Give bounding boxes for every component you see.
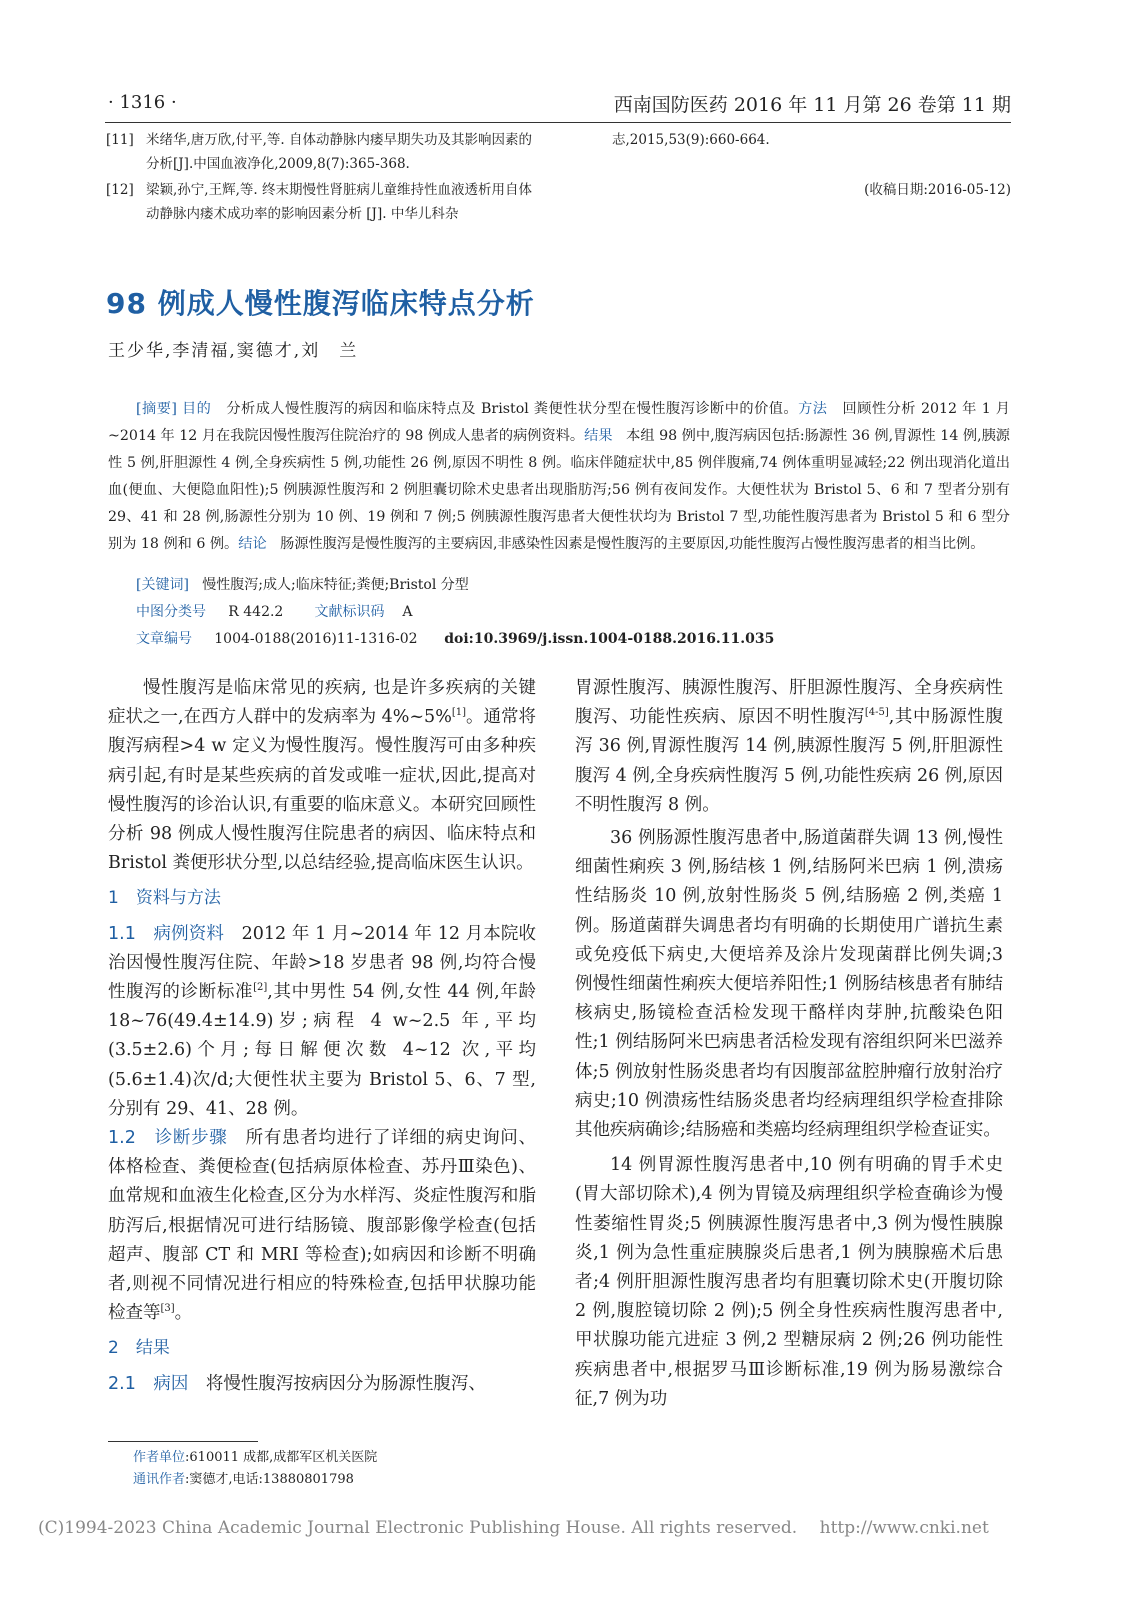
- doccode: A: [402, 604, 413, 620]
- intro-text: 慢性腹泻是临床常见的疾病, 也是许多疾病的关键症状之一,在西方人群中的发病率为 4%~5%: [108, 678, 536, 728]
- footnote-text: :610011 成都,成都军区机关医院: [185, 1450, 378, 1465]
- footnote-label: 通讯作者: [133, 1472, 186, 1487]
- reference-11: [106, 128, 538, 176]
- abstract-label: [摘要]: [136, 401, 177, 417]
- corresponding-author: [133, 1468, 354, 1487]
- conclusion-text: 肠源性腹泻是慢性腹泻的主要病因,非感染性因素是慢性腹泻的主要原因,功能性腹泻占慢性腹泻患者的相当比例。: [280, 536, 985, 552]
- footnote-label: 作者单位: [133, 1450, 186, 1465]
- right-column: [575, 674, 1003, 1414]
- section-heading-1: 1 资料与方法: [108, 888, 221, 909]
- footnote-text: :窦德才,电话:13880801798: [185, 1472, 354, 1487]
- abstract: [108, 396, 1010, 558]
- doccode-label: 文献标识码: [314, 604, 385, 620]
- header-rule: [105, 122, 1011, 123]
- article-number-line: [136, 628, 774, 648]
- article-title: 98 例成人慢性腹泻临床特点分析: [106, 287, 535, 320]
- conclusion-label: 结论: [238, 536, 267, 552]
- reference-12: [106, 178, 538, 226]
- reference-number: [12]: [106, 182, 134, 198]
- articleno: 1004-0188(2016)11-1316-02: [214, 631, 418, 647]
- etiology-paragraph: [575, 674, 1003, 820]
- keywords-label: [关键词]: [136, 577, 189, 593]
- intro-text: 。通常将腹泻病程>4 w 定义为慢性腹泻。慢性腹泻可由多种疾病引起,有时是某些疾病的首发或唯一症状,因此,提高对慢性腹泻的诊治认识,有重要的临床意义。本研究回顾性分析 98 例成人慢性腹泻住院患者的病因、临床特点和 Bristol 粪便形状分型,以总结经验,提高临床医生认识。: [108, 707, 537, 874]
- reference-text: 米绪华,唐万欣,付平,等. 自体动静脉内瘘早期失功及其影响因素的分析[J].中国血液净化,2009,8(7):365-368.: [146, 132, 532, 172]
- citation: [3]: [160, 1303, 175, 1315]
- intro-paragraph: [108, 674, 536, 878]
- subsection-1-1: [108, 920, 536, 1124]
- paragraph-text: ,其中肠源性腹泻 36 例,胃源性腹泻 14 例,胰源性腹泻 5 例,肝胆源性腹泻 4 例,全身疾病性腹泻 5 例,功能性疾病 26 例,原因不明性腹泻 8 例。: [575, 707, 1004, 815]
- subsection-label: 2.1 病因: [108, 1373, 189, 1394]
- gastric-paragraph: 14 例胃源性腹泻患者中,10 例有明确的胃手术史 (胃大部切除术),4 例为胃镜及病理组织学检查确诊为慢性萎缩性胃炎;5 例胰源性腹泻患者中,3 例为慢性胰腺炎,1 例为急性重症胰腺炎后患者,1 例为胰腺癌术后患者;4 例肝胆源性腹泻患者均有胆囊切除术史(开腹切除 2 例,腹腔镜切除 2 例);5 例全身性疾病性腹泻患者中, 甲状腺功能亢进症 3 例,2 型糖尿病 2 例;26 例功能性疾病患者中,根据罗马Ⅲ诊断标准,19 例为肠易激综合征,7 例为功: [575, 1155, 1003, 1409]
- reference-text: 梁颖,孙宁,王辉,等. 终末期慢性肾脏病儿童维持性血液透析用自体动静脉内瘘术成功率的影响因素分析 [J]. 中华儿科杂: [146, 182, 532, 222]
- methods-text: 回顾性分析 2012 年 1 月~2014 年 12 月在我院因慢性腹泻住院治疗的 98 例成人患者的病例资料。: [108, 401, 1010, 444]
- journal-header: 西南国防医药 2016 年 11 月第 26 卷第 11 期: [613, 94, 1011, 116]
- received-date: (收稿日期:2016-05-12): [864, 182, 1011, 198]
- subsection-1-2: [108, 1124, 536, 1328]
- articleno-label: 文章编号: [136, 631, 192, 647]
- clc-code: R 442.2: [228, 604, 284, 620]
- paragraph-text: 将慢性腹泻按病因分为肠源性腹泻、: [188, 1373, 486, 1394]
- page-number: · 1316 ·: [108, 92, 177, 113]
- results-label: 结果: [584, 428, 613, 444]
- objective-text: 分析成人慢性腹泻的病因和临床特点及 Bristol 粪便性状分型在慢性腹泻诊断中的价值。: [226, 401, 799, 417]
- article-authors: 王少华,李清福,窦德才,刘 兰: [108, 341, 359, 361]
- classification-line: [136, 601, 412, 621]
- citation: [2]: [253, 982, 268, 994]
- paragraph-text: 胃源性腹泻、胰源性腹泻、肝胆源性腹泻、全身疾病性腹泻、功能性疾病、原因不明性腹泻: [575, 678, 1003, 728]
- footnote-rule: [108, 1441, 258, 1442]
- clc-label: 中图分类号: [136, 604, 206, 620]
- citation: [4-5]: [864, 707, 889, 719]
- author-unit: [133, 1446, 377, 1465]
- reference-number: [11]: [106, 132, 134, 148]
- results-text: 本组 98 例中,腹泻病因包括:肠源性 36 例,胃源性 14 例,胰源性 5 例,肝胆源性 4 例,全身疾病性 5 例,功能性 26 例,原因不明性 8 例。临床伴随症状中,85 例伴腹痛,74 例体重明显减轻;22 例出现消化道出血(便血、大便隐血阳性);5 例胰源性腹泻和 2 例胆囊切除术史患者出现脂肪泻;56 例有夜间发作。大便性状为 Bristol 5、6 和 7 型者分别有 29、41 和 28 例,肠源性分别为 10 例、19 例和 7 例;5 例胰源性腹泻患者大便性状均为 Bristol 7 型,功能性腹泻患者为 Bristol 5 和 6 型分别为 18 例和 6 例。: [108, 428, 1010, 552]
- reference-continuation: 志,2015,53(9):660-664.: [612, 132, 770, 148]
- methods-label: 方法: [798, 401, 828, 417]
- keywords-line: [136, 574, 469, 594]
- subsection-label: 1.2 诊断步骤: [108, 1128, 228, 1149]
- citation: [1]: [451, 707, 466, 719]
- paragraph-text: 2012 年 1 月~2014 年 12 月本院收治因慢性腹泻住院、年龄>18 岁患者 98 例,均符合慢性腹泻的诊断标准: [108, 923, 536, 1003]
- intestinal-paragraph: 36 例肠源性腹泻患者中,肠道菌群失调 13 例,慢性细菌性痢疾 3 例,肠结核 1 例,结肠阿米巴病 1 例,溃疡性结肠炎 10 例,放射性肠炎 5 例,结肠癌 2 例,类癌 1 例。肠道菌群失调患者均有明确的长期使用广谱抗生素或免疫低下病史,大便培养及涂片发现菌群比例失调;3 例慢性细菌性痢疾大便培养阳性;1 例肠结核患者有肺结核病史,肠镜检查活检发现干酪样肉芽肿,抗酸染色阳性;1 例结肠阿米巴病患者活检发现有溶组织阿米巴滋养体;5 例放射性肠炎患者均有因腹部盆腔肿瘤行放射治疗病史;10 例溃疡性结肠炎患者均经病理组织学检查排除其他疾病确诊;结肠癌和类癌均经病理组织学检查证实。: [575, 828, 1003, 1141]
- left-column: [108, 674, 536, 1399]
- subsection-label: 1.1 病例资料: [108, 923, 225, 944]
- section-heading-2: 2 结果: [108, 1338, 170, 1359]
- paragraph-text: 所有患者均进行了详细的病史询问、体格检查、粪便检查(包括病原体检查、苏丹Ⅲ染色)、血常规和血液生化检查,区分为水样泻、炎症性腹泻和脂肪泻后,根据情况可进行结肠镜、腹部影像学检查(包括超声、腹部 CT 和 MRI 等检查);如病因和诊断不明确者,则视不同情况进行相应的特殊检查,包括甲状腺功能检查等: [108, 1128, 536, 1324]
- paragraph-text: 。: [174, 1303, 193, 1324]
- subsection-2-1: [108, 1370, 536, 1399]
- objective-label: 目的: [181, 401, 212, 417]
- paragraph-text: ,其中男性 54 例,女性 44 例,年龄 18~76(49.4±14.9)岁;病程 4 w~2.5 年,平均(3.5±2.6)个月;每日解便次数 4~12 次,平均(5.6±1.4)次/d;大便性状主要为 Bristol 5、6、7 型,分别有 29、41、28 例。: [108, 982, 537, 1119]
- copyright-notice: (C)1994-2023 China Academic Journal Electronic Publishing House. All rights reserved. http://www.cnki.net: [38, 1518, 989, 1538]
- keywords: 慢性腹泻;成人;临床特征;粪便;Bristol 分型: [202, 577, 469, 593]
- doi: doi:10.3969/j.issn.1004-0188.2016.11.035: [444, 631, 775, 647]
